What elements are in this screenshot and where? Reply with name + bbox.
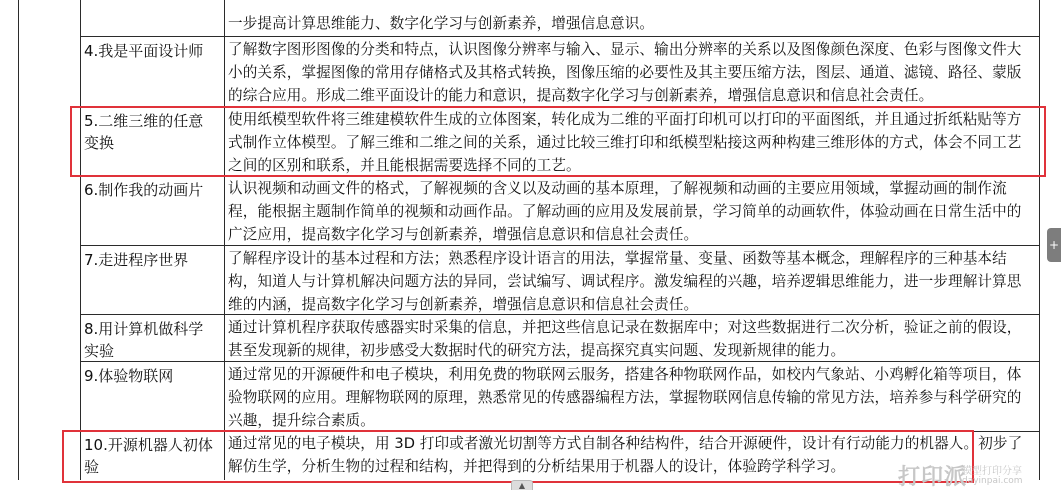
course-description: 使用纸模型软件将三维建模软件生成的立体图案，转化成为二维的平面打印机可以打印的平面图纸，并且通过折纸粘贴等方式制作立体模型。了解三维和二维之间的关系，通过比较三维打印和纸模型粘接这两种构建三维形体的方式，体会不同工艺之间的区别和联系，并且能根据需要选择不同的工艺。 (228, 111, 1022, 174)
course-title: 8.用计算机做科学实验 (84, 320, 204, 360)
course-description: 认识视频和动画文件的格式，了解视频的含义以及动画的基本原理，了解视频和动画的主要应用领域，掌握动画的制作流程，能根据主题制作简单的视频和动画作品。了解动画的应用及发展前景，学习简单的动画软件，体验动画在日常生活中的广泛应用，提高数字化学习与创新素养，增强信息意识和信息社会责任。 (228, 180, 1022, 243)
course-title: 7.走进程序世界 (84, 251, 189, 269)
course-description: 通过常见的开源硬件和电子模块，利用免费的物联网云服务，搭建各种物联网作品，如校内气象站、小鸡孵化箱等项目，体验物联网的应用。理解物联网的原理，熟悉常见的传感器编程方法，掌握物联网信息传输的常见方法，培养参与科学研究的兴趣，提升综合素质。 (228, 366, 1022, 429)
table-inner-border (80, 0, 81, 480)
course-title: 6.制作我的动画片 (84, 181, 204, 199)
course-description: 通过计算机程序获取传感器实时采集的信息，并把这些信息记录在数据库中；对这些数据进行二次分析，验证之前的假设，甚至发现新的规律，初步感受大数据时代的研究方法，提高探究真实问题、发现新规律的能力。 (228, 319, 1022, 359)
course-title: 9.体验物联网 (84, 367, 174, 385)
course-description: 一步提高计算思维能力、数字化学习与创新素养，增强信息意识。 (228, 15, 655, 32)
watermark-logo-text: 打印派 (898, 465, 968, 490)
course-title: 4.我是平面设计师 (84, 42, 204, 60)
course-description: 通过常见的电子模块，用 3D 打印或者激光切割等方式自制各种结构件，结合开源硬件，设计有行动能力的机器人。初步了解仿生学，分析生物的过程和结构，并把得到的分析结果用于机器人的设计，体验跨学科学习。 (228, 435, 1023, 475)
side-expand-tab[interactable]: + (1047, 228, 1061, 262)
course-description: 了解程序设计的基本过程和方法；熟悉程序设计语言的用法，掌握常量、变量、函数等基本概念，理解程序的三种基本结构，知道人与计算机解决问题方法的异同，尝试编写、调试程序。激发编程的兴趣，培养逻辑思维能力，进一步理解计算思维的内涵，提高数字化学习与创新素养，增强信息意识和信息社会责任。 (228, 250, 1022, 313)
watermark-logo (898, 456, 1061, 489)
watermark-url: dayinpai.com (962, 476, 1023, 486)
row-divider (80, 36, 1040, 37)
column-divider (224, 0, 225, 480)
table-right-border (1039, 0, 1040, 480)
course-title: 5.二维三维的任意变换 (84, 112, 204, 152)
course-description: 了解数字图形图像的分类和特点，认识图像分辨率与输入、显示、输出分辨率的关系以及图像颜色深度、色彩与图像文件大小的关系，掌握图像的常用存储格式及其格式转换，图像压缩的必要性及其主要压缩方法，图层、通道、滤镜、路径、蒙版的综合应用。形成二维平面设计的能力和意识，提高数字化学习与创新素养，增强信息意识和信息社会责任。 (228, 41, 1022, 104)
course-title: 10.开源机器人初体验 (84, 436, 213, 476)
scroll-handle-icon[interactable]: ▲ (511, 480, 533, 490)
watermark-subtitle: 模型打印分享 (962, 466, 1022, 477)
table-left-border (18, 0, 19, 480)
